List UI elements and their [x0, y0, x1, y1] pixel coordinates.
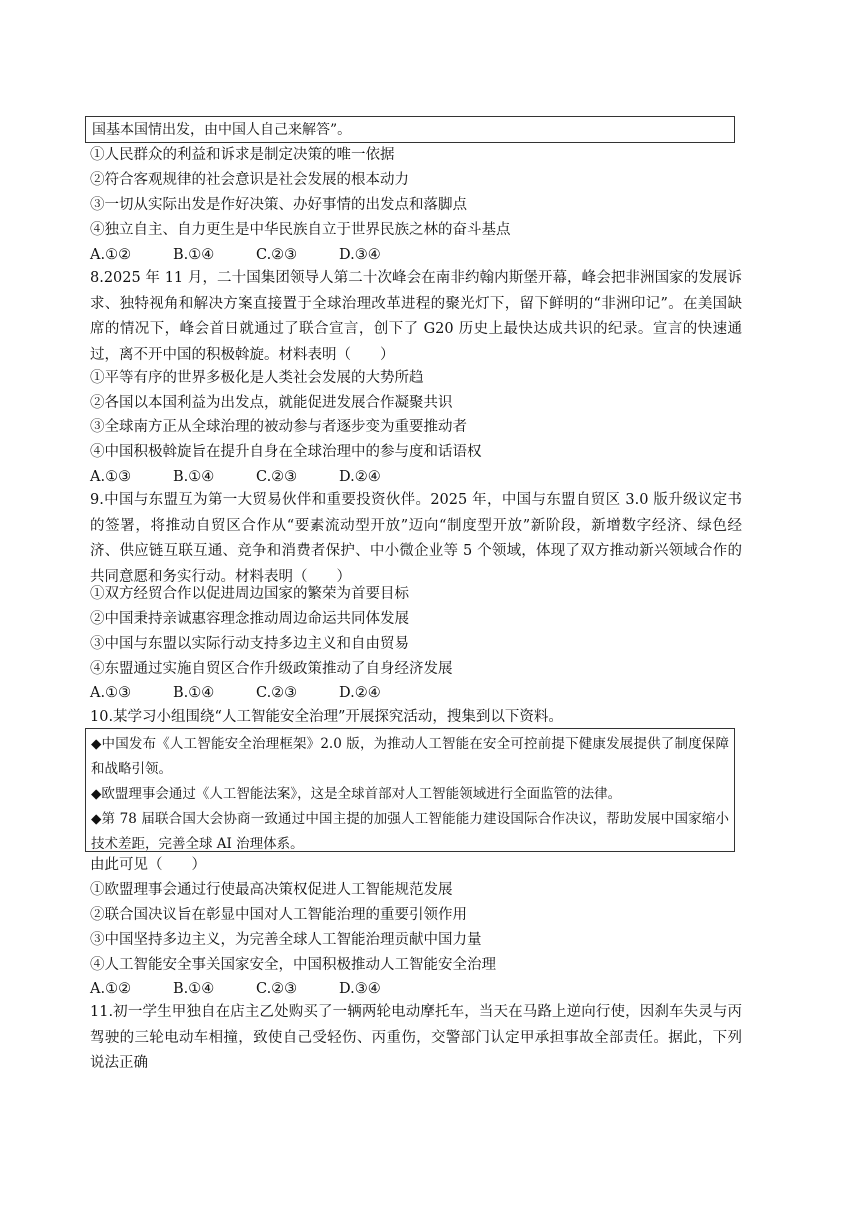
q10-option-c: C.②③ — [256, 981, 298, 997]
q8-option-a: A.①③ — [90, 469, 132, 485]
q7-item-4: ④独立自主、自力更生是中华民族自立于世界民族之林的奋斗基点 — [90, 222, 511, 238]
q8-item-1: ①平等有序的世界多极化是人类社会发展的大势所趋 — [90, 370, 424, 386]
q10-item-4: ④人工智能安全事关国家安全，中国积极推动人工智能安全治理 — [90, 957, 496, 973]
q9-item-1: ①双方经贸合作以促进周边国家的繁荣为首要目标 — [90, 586, 409, 602]
material-item-1: ◆中国发布《人工智能安全治理框架》2.0 版，为推动人工智能在安全可控前提下健康发展提供了制度保障和战略引领。 — [91, 736, 729, 777]
q8-item-4: ④中国积极斡旋旨在提升自身在全球治理中的参与度和话语权 — [90, 444, 482, 460]
q9-option-d: D.②④ — [339, 685, 381, 701]
material-box — [85, 728, 735, 852]
q10-stem: 10.某学习小组围绕“人工智能安全治理”开展探究活动，搜集到以下资料。 — [90, 709, 563, 725]
q7-item-1: ①人民群众的利益和诉求是制定决策的唯一依据 — [90, 147, 395, 163]
q9-item-4: ④东盟通过实施自贸区合作升级政策推动了自身经济发展 — [90, 661, 453, 677]
material-item-3: ◆第 78 届联合国大会协商一致通过中国主提的加强人工智能能力建设国际合作决议，帮助发展中国家缩小技术差距，完善全球 AI 治理体系。 — [91, 811, 729, 852]
q9-item-3: ③中国与东盟以实际行动支持多边主义和自由贸易 — [90, 636, 409, 652]
q10-item-3: ③中国坚持多边主义，为完善全球人工智能治理贡献中国力量 — [90, 932, 482, 948]
q10-lead: 由此可见（ ） — [90, 857, 206, 873]
q8-item-2: ②各国以本国利益为出发点，就能促进发展合作凝聚共识 — [90, 395, 453, 411]
q7-option-d: D.③④ — [339, 247, 381, 263]
q9-stem: 9.中国与东盟互为第一大贸易伙伴和重要投资伙伴。2025 年，中国与东盟自贸区 3.0 版升级议定书的签署，将推动自贸区合作从“要素流动型开放”迈向“制度型开放”新阶段，新增数字经济、绿色经济、供应链互联互通、竞争和消费者保护、中小微企业等 5 个领域，体现了双方推动新兴领域合作的共同意愿和务实行动。材料表明（ ） — [90, 492, 742, 585]
q8-option-d: D.②④ — [339, 469, 381, 485]
q10-item-1: ①欧盟理事会通过行使最高决策权促进人工智能规范发展 — [90, 882, 453, 898]
q7-option-c: C.②③ — [256, 247, 298, 263]
q7-item-3: ③一切从实际出发是作好决策、办好事情的出发点和落脚点 — [90, 197, 467, 213]
q10-option-b: B.①④ — [173, 981, 215, 997]
q9-option-a: A.①③ — [90, 685, 132, 701]
q8-option-c: C.②③ — [256, 469, 298, 485]
q9-option-c: C.②③ — [256, 685, 298, 701]
q9-option-b: B.①④ — [173, 685, 215, 701]
q10-option-a: A.①② — [90, 981, 132, 997]
q8-option-b: B.①④ — [173, 469, 215, 485]
quote-box-top — [85, 116, 735, 143]
q8-item-3: ③全球南方正从全球治理的被动参与者逐步变为重要推动者 — [90, 419, 467, 435]
q9-item-2: ②中国秉持亲诚惠容理念推动周边命运共同体发展 — [90, 611, 409, 627]
q8-stem: 8.2025 年 11 月，二十国集团领导人第二十次峰会在南非约翰内斯堡开幕，峰会把非洲国家的发展诉求、独特视角和解决方案直接置于全球治理改革进程的聚光灯下，留下鲜明的“非洲印记”。在美国缺席的情况下，峰会首日就通过了联合宣言，创下了 G20 历史上最快达成共识的纪录。宣言的快速通过，离不开中国的积极斡旋。材料表明（ ） — [90, 270, 742, 363]
material-item-2: ◆欧盟理事会通过《人工智能法案》，这是全球首部对人工智能领域进行全面监管的法律。 — [91, 786, 622, 802]
q7-option-a: A.①② — [90, 247, 132, 263]
q7-item-2: ②符合客观规律的社会意识是社会发展的根本动力 — [90, 172, 409, 188]
q7-option-b: B.①④ — [173, 247, 215, 263]
quote-text: 国基本国情出发，由中国人自己来解答”。 — [92, 122, 352, 138]
q11-stem: 11.初一学生甲独自在店主乙处购买了一辆两轮电动摩托车，当天在马路上逆向行使，因刹车失灵与丙驾驶的三轮电动车相撞，致使自己受轻伤、丙重伤，交警部门认定甲承担事故全部责任。据此，下列说法正确 — [90, 1004, 742, 1071]
q10-option-d: D.③④ — [339, 981, 381, 997]
q10-item-2: ②联合国决议旨在彰显中国对人工智能治理的重要引领作用 — [90, 907, 467, 923]
